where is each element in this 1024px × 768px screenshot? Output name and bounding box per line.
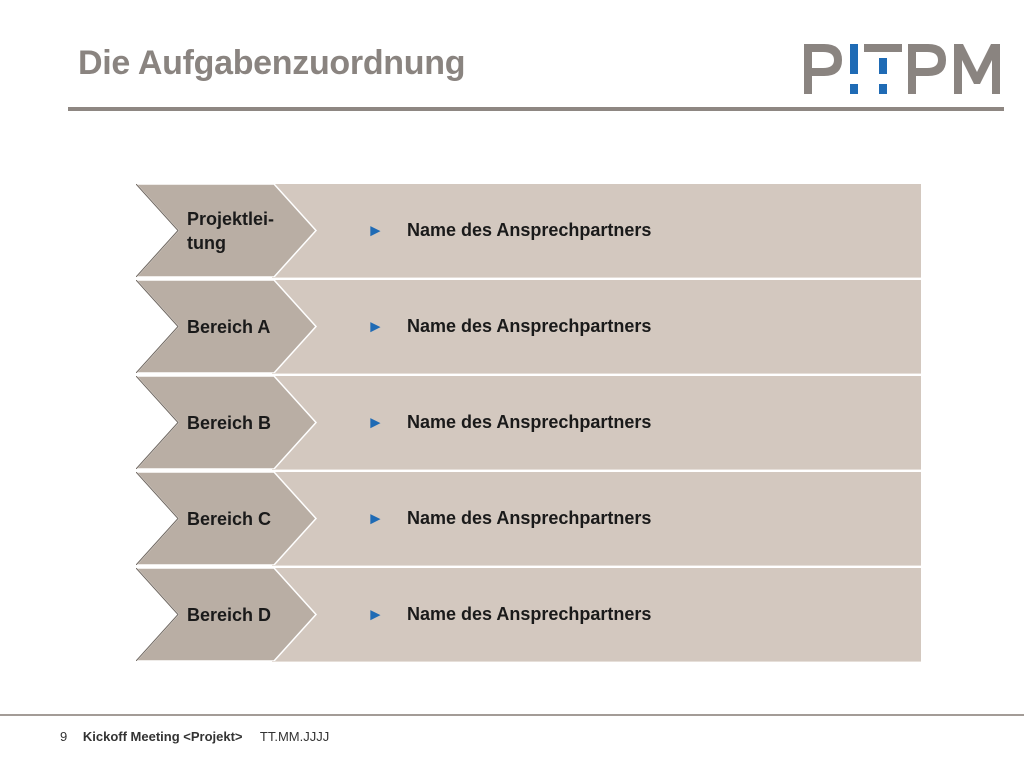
- assignment-row: [136, 376, 921, 469]
- row-label: Projektlei- tung: [187, 208, 275, 253]
- footer: [60, 729, 329, 744]
- footer-date: TT.MM.JJJJ: [259, 729, 330, 744]
- bullet-arrow-icon: ►: [367, 220, 384, 240]
- contact-name: Name des Ansprechpartners: [407, 604, 652, 624]
- assignment-row: [136, 280, 921, 373]
- row-label: Bereich D: [187, 604, 272, 625]
- contact-name: Name des Ansprechpartners: [407, 220, 652, 240]
- contact-name: Name des Ansprechpartners: [407, 412, 652, 432]
- contact-name: Name des Ansprechpartners: [407, 508, 652, 528]
- page-number: 9: [60, 729, 68, 744]
- title-divider: [68, 107, 1004, 111]
- row-label: Bereich A: [187, 316, 271, 337]
- footer-divider: [0, 714, 1024, 716]
- contact-name: Name des Ansprechpartners: [407, 316, 652, 336]
- assignment-row: [136, 472, 921, 565]
- pitpm-logo: [800, 38, 1005, 98]
- bullet-arrow-icon: ►: [367, 316, 384, 336]
- bullet-arrow-icon: ►: [367, 508, 384, 528]
- row-label: Bereich C: [187, 508, 272, 529]
- bullet-arrow-icon: ►: [367, 604, 384, 624]
- assignment-row: [136, 568, 921, 661]
- slide-title: Die Aufgabenzuordnung: [78, 44, 466, 82]
- logo-graphic: [800, 38, 1005, 98]
- row-label: Bereich B: [187, 412, 272, 433]
- footer-meeting-title: Kickoff Meeting <Projekt>: [82, 729, 243, 744]
- assignment-row: [136, 184, 921, 277]
- bullet-arrow-icon: ►: [367, 412, 384, 432]
